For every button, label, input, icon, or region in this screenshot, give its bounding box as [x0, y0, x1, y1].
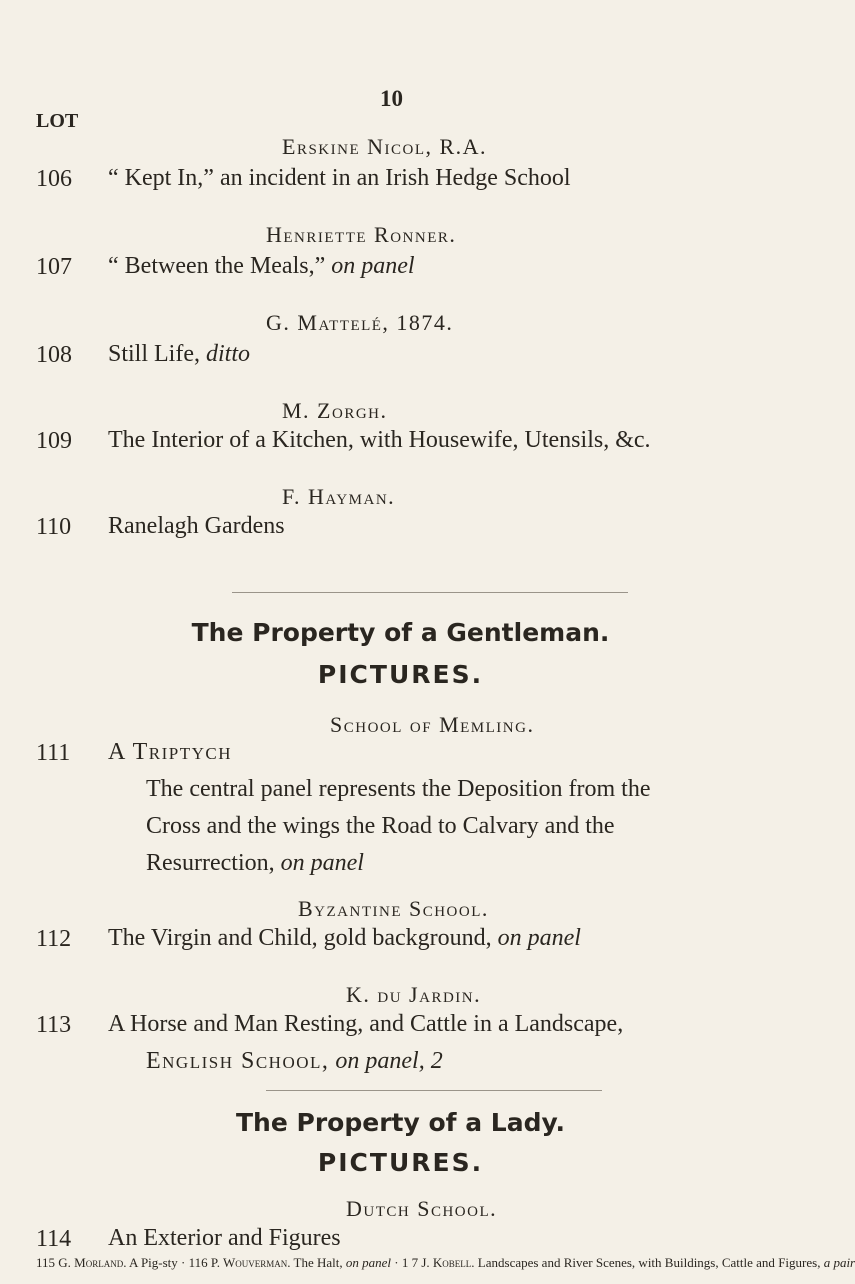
lot-description: The Halt, — [293, 1255, 343, 1270]
medium: on panel, — [335, 1048, 425, 1074]
lot-description: “ Between the Meals,” on panel — [108, 253, 415, 279]
lot-description: The Interior of a Kitchen, with Housewife, Utensils, &c. — [108, 427, 651, 453]
page-number: 10 — [380, 86, 403, 111]
artist-name: Henriette Ronner. — [266, 222, 457, 247]
lot-number: 113 — [36, 1012, 72, 1038]
artist-name: G. Morland. — [58, 1255, 127, 1270]
lot-number: 114 — [36, 1226, 72, 1252]
lot-number: 111 — [36, 740, 71, 766]
artist-name: Byzantine School. — [298, 896, 489, 921]
section-title: The Property of a Lady. — [236, 1108, 565, 1137]
lot-description: A Pig-sty — [129, 1255, 178, 1270]
section-title: The Property of a Gentleman. — [191, 618, 610, 647]
medium: ditto — [206, 341, 251, 367]
artist-name: F. Hayman. — [282, 484, 396, 509]
lot-description: Ranelagh Gardens — [108, 513, 285, 539]
remaining-lots-strip: 115 G. Morland. A Pig-sty · 116 P. Wouverman. The Halt, on panel · 1 7 J. Kobell. Landscapes and River Scenes, with Buildings, Cattle and Figures, a pair — [36, 1255, 855, 1270]
lot-description: “ Kept In,” an incident in an Irish Hedge School — [108, 165, 571, 191]
artist-name: K. du Jardin. — [346, 982, 482, 1007]
medium: on panel — [345, 1255, 391, 1270]
lot-number: 109 — [36, 428, 72, 454]
section-divider — [232, 592, 628, 593]
lot-number: 115 — [36, 1255, 56, 1270]
lot-number: 112 — [36, 926, 72, 952]
artist-name: M. Zorgh. — [282, 398, 388, 423]
lot-number: 106 — [36, 166, 72, 192]
artist-name: Dutch School. — [346, 1196, 498, 1221]
lot-column-header: LOT — [36, 110, 79, 132]
medium: on panel — [280, 850, 364, 876]
lot-description: An Exterior and Figures — [108, 1225, 341, 1251]
lot-description: The Virgin and Child, gold background, on panel — [108, 925, 581, 951]
lot-number: 107 — [36, 254, 72, 280]
medium: on panel — [331, 253, 415, 279]
lot-number: 1 7 — [401, 1255, 419, 1270]
lot-description: A Horse and Man Resting, and Cattle in a Landscape, English School, on panel, 2 — [108, 1011, 624, 1074]
lot-number: 110 — [36, 514, 72, 540]
section-divider — [266, 1090, 602, 1091]
artist-name: G. Mattelé, 1874. — [266, 310, 454, 335]
artist-name: School of Memling. — [330, 712, 535, 737]
lot-description: Still Life, ditto — [108, 341, 251, 367]
medium: on panel — [497, 925, 581, 951]
lot-number: 116 — [188, 1255, 208, 1270]
section-subtitle: PICTURES. — [317, 660, 484, 689]
artist-name: J. Kobell. — [421, 1255, 475, 1270]
artist-name: Erskine Nicol, R.A. — [282, 134, 488, 159]
lot-description: A Triptych The central panel represents the Deposition from the Cross and the wings the Road to Calvary and the Resurrection, on panel — [108, 739, 651, 876]
lot-description: Landscapes and River Scenes, with Buildings, Cattle and — [477, 1255, 775, 1270]
artist-name: P. Wouverman. — [210, 1255, 291, 1270]
medium: a pair — [823, 1255, 855, 1270]
lot-number: 108 — [36, 342, 72, 368]
section-subtitle: PICTURES. — [317, 1148, 484, 1177]
